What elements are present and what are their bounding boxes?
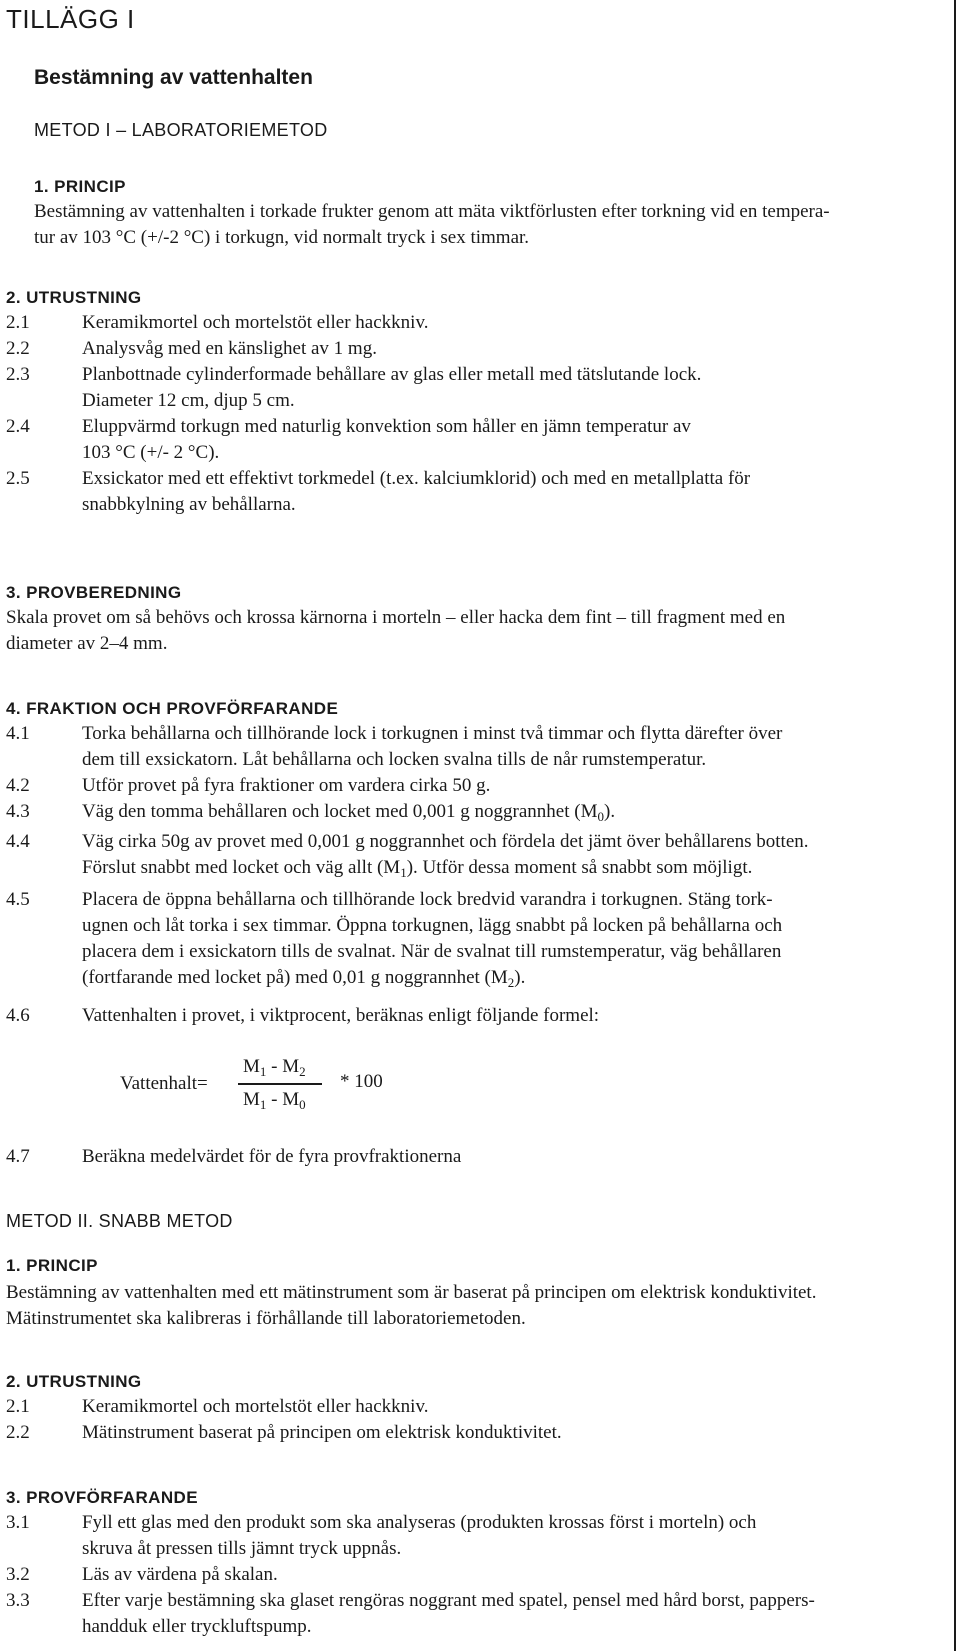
item-number: 2.1 bbox=[6, 312, 30, 333]
item-text: Keramikmortel och mortelstöt eller hackkniv. bbox=[82, 312, 429, 333]
item-text: Beräkna medelvärdet för de fyra provfraktionerna bbox=[82, 1146, 462, 1167]
list-item bbox=[0, 829, 950, 881]
list-item bbox=[0, 1510, 950, 1562]
item-number: 3.1 bbox=[6, 1512, 30, 1533]
list-item bbox=[0, 1588, 950, 1640]
method1-title: METOD I – LABORATORIEMETOD bbox=[34, 120, 328, 140]
item-number: 4.5 bbox=[6, 889, 30, 910]
m2-procedure-heading: 3. PROVFÖRFARANDE bbox=[6, 1488, 198, 1507]
item-number: 4.1 bbox=[6, 723, 30, 744]
m1-preparation-line1: Skala provet om så behövs och krossa kärnorna i morteln – eller hacka dem fint – till fragment med en bbox=[6, 607, 786, 628]
item-number: 2.1 bbox=[6, 1396, 30, 1417]
item-text: snabbkylning av behållarna. bbox=[82, 494, 296, 515]
document-heading: Bestämning av vattenhalten bbox=[34, 66, 313, 89]
item-number: 4.6 bbox=[6, 1005, 30, 1026]
item-text: Torka behållarna och tillhörande lock i torkugnen i minst två timmar och flytta därefter över bbox=[82, 723, 783, 744]
item-text: handduk eller tryckluftspump. bbox=[82, 1616, 312, 1637]
m2-equipment-list bbox=[0, 1394, 950, 1446]
formula-numerator: $M_1 - M_2$ bbox=[243, 1056, 306, 1079]
m2-principle-heading: 1. PRINCIP bbox=[6, 1256, 98, 1275]
item-text: Eluppvärmd torkugn med naturlig konvektion som håller en jämn temperatur av bbox=[82, 416, 691, 437]
item-number: 4.7 bbox=[6, 1146, 30, 1167]
item-number: 2.5 bbox=[6, 468, 30, 489]
item-text: Läs av värdena på skalan. bbox=[82, 1564, 278, 1585]
m1-preparation-line2: diameter av 2–4 mm. bbox=[6, 633, 168, 654]
list-item bbox=[0, 1144, 950, 1170]
m1-principle-line1: Bestämning av vattenhalten i torkade frukter genom att mäta viktförlusten efter torkning vid en tempera- bbox=[34, 201, 830, 222]
item-text: Exsickator med ett effektivt torkmedel (t.ex. kalciumklorid) och med en metallplatta för bbox=[82, 468, 751, 489]
m2-equipment-heading: 2. UTRUSTNING bbox=[6, 1372, 142, 1391]
right-margin-rule bbox=[954, 0, 956, 1651]
m1-principle-line2: tur av 103 °C (+/-2 °C) i torkugn, vid normalt tryck i sex timmar. bbox=[34, 227, 530, 248]
item-number: 2.2 bbox=[6, 1422, 30, 1443]
list-item bbox=[0, 1394, 950, 1420]
item-number: 2.4 bbox=[6, 416, 30, 437]
item-number: 3.2 bbox=[6, 1564, 30, 1585]
item-text: Analysvåg med en känslighet av 1 mg. bbox=[82, 338, 377, 359]
item-text: Vattenhalten i provet, i viktprocent, beräknas enligt följande formel: bbox=[82, 1005, 600, 1026]
list-item bbox=[0, 362, 950, 414]
page-title: TILLÄGG I bbox=[6, 4, 135, 34]
item-text: Fyll ett glas med den produkt som ska analyseras (produkten krossas först i morteln) och bbox=[82, 1512, 757, 1533]
item-text: Diameter 12 cm, djup 5 cm. bbox=[82, 390, 295, 411]
item-text: Planbottnade cylinderformade behållare av glas eller metall med tätslutande lock. bbox=[82, 364, 702, 385]
fraction-bar bbox=[238, 1083, 322, 1085]
m1-equipment-list bbox=[0, 310, 950, 518]
item-number: 2.3 bbox=[6, 364, 30, 385]
item-text: skruva åt pressen tills jämnt tryck uppnås. bbox=[82, 1538, 402, 1559]
list-item bbox=[0, 721, 950, 773]
list-item bbox=[0, 310, 950, 336]
formula-denominator: $M_1 - M_0$ bbox=[243, 1089, 306, 1112]
list-item bbox=[0, 466, 950, 518]
item-number: 3.3 bbox=[6, 1590, 30, 1611]
item-text: Förslut snabbt med locket och väg allt $(M_1)$. Utför dessa moment så snabbt som möjligt. bbox=[82, 857, 753, 880]
m1-equipment-heading: 2. UTRUSTNING bbox=[6, 288, 142, 307]
item-text: Mätinstrument baserat på principen om elektrisk konduktivitet. bbox=[82, 1422, 562, 1443]
item-number: 4.4 bbox=[6, 831, 30, 852]
item-text: 103 °C (+/- 2 °C). bbox=[82, 442, 220, 463]
item-number: 2.2 bbox=[6, 338, 30, 359]
item-text: (fortfarande med locket på) med 0,01 g noggrannhet $(M_2)$. bbox=[82, 967, 526, 990]
item-text: Väg cirka 50g av provet med 0,001 g noggrannhet och fördela det jämt över behållarens botten. bbox=[82, 831, 809, 852]
m1-procedure-heading: 4. FRAKTION OCH PROVFÖRFARANDE bbox=[6, 699, 339, 718]
list-item bbox=[0, 414, 950, 466]
item-number: 4.2 bbox=[6, 775, 30, 796]
item-text: Väg den tomma behållaren och locket med 0,001 g noggrannhet $(M_0)$. bbox=[82, 801, 616, 824]
formula-label: Vattenhalt= bbox=[120, 1073, 208, 1094]
list-item bbox=[0, 1562, 950, 1588]
method2-title: METOD II. SNABB METOD bbox=[6, 1211, 233, 1231]
list-item bbox=[0, 887, 950, 991]
item-text: Keramikmortel och mortelstöt eller hackkniv. bbox=[82, 1396, 429, 1417]
list-item bbox=[0, 336, 950, 362]
m1-preparation-heading: 3. PROVBEREDNING bbox=[6, 583, 182, 602]
list-item bbox=[0, 1003, 950, 1029]
item-text: Utför provet på fyra fraktioner om vardera cirka 50 g. bbox=[82, 775, 491, 796]
list-item bbox=[0, 799, 950, 825]
m2-procedure-list bbox=[0, 1510, 950, 1640]
m2-principle-line2: Mätinstrumentet ska kalibreras i förhållande till laboratoriemetoden. bbox=[6, 1308, 526, 1329]
formula-factor: * 100 bbox=[340, 1071, 383, 1092]
item-number: 4.3 bbox=[6, 801, 30, 822]
list-item bbox=[0, 1420, 950, 1446]
m2-principle-line1: Bestämning av vattenhalten med ett mätinstrument som är baserat på principen om elektrisk konduktivitet. bbox=[6, 1282, 817, 1303]
item-text: Placera de öppna behållarna och tillhörande lock bredvid varandra i torkugnen. Stäng tork- bbox=[82, 889, 773, 910]
m1-principle-heading: 1. PRINCIP bbox=[34, 177, 126, 196]
item-text: dem till exsickatorn. Låt behållarna och locken svalna tills de når rumstemperatur. bbox=[82, 749, 707, 770]
item-text: ugnen och låt torka i sex timmar. Öppna torkugnen, lägg snabbt på locken på behållarna och bbox=[82, 915, 783, 936]
item-text: Efter varje bestämning ska glaset rengöras noggrant med spatel, pensel med hård borst, pappers- bbox=[82, 1590, 815, 1611]
item-text: placera dem i exsickatorn tills de svalnat. När de svalnat till rumstemperatur, väg behållaren bbox=[82, 941, 782, 962]
list-item bbox=[0, 773, 950, 799]
